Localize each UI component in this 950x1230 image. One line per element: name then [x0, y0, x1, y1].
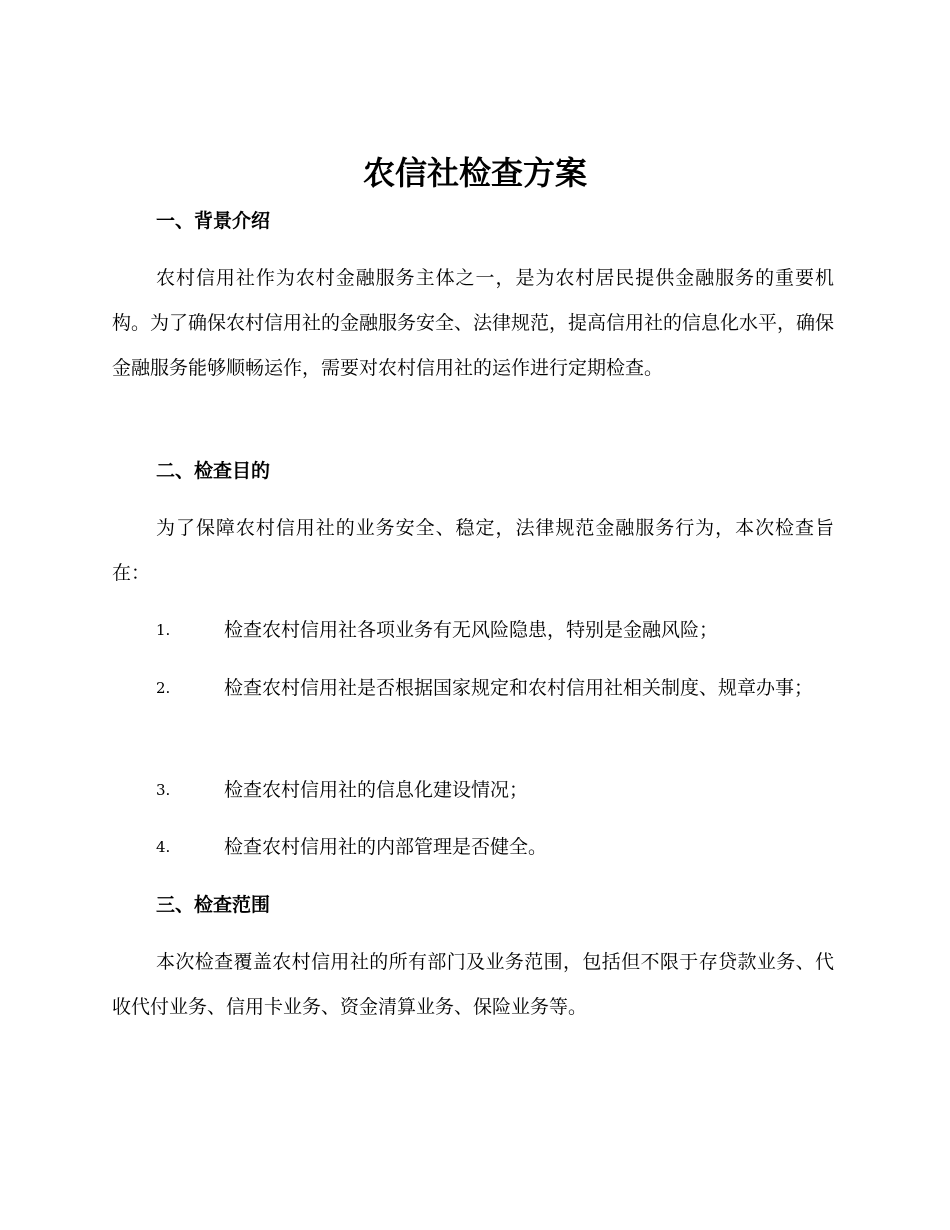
list-item — [112, 666, 834, 711]
section-heading-background: 一、背景介绍 — [156, 210, 271, 232]
list-item-number: 1. — [156, 621, 171, 639]
list-item — [112, 608, 834, 653]
section-heading-purpose: 二、检查目的 — [156, 460, 271, 482]
list-item-text: 检查农村信用社的信息化建设情况； — [224, 779, 529, 801]
list-item-number: 3. — [156, 781, 171, 799]
list-item-number: 2. — [156, 679, 171, 697]
list-item-text: 检查农村信用社是否根据国家规定和农村信用社相关制度、规章办事； — [224, 677, 814, 699]
list-item — [112, 825, 834, 870]
section-paragraph-scope: 本次检查覆盖农村信用社的所有部门及业务范围，包括但不限于存贷款业务、代收代付业务、信用卡业务、资金清算业务、保险业务等。 — [112, 951, 834, 1018]
document-title: 农信社检查方案 — [362, 154, 587, 192]
section-heading-scope: 三、检查范围 — [156, 894, 271, 916]
list-item-text: 检查农村信用社各项业务有无风险隐患，特别是金融风险； — [224, 619, 719, 641]
list-item-text: 检查农村信用社的内部管理是否健全。 — [224, 836, 548, 858]
list-item — [112, 768, 834, 813]
list-item-number: 4. — [156, 838, 171, 856]
section-paragraph-background: 农村信用社作为农村金融服务主体之一，是为农村居民提供金融服务的重要机构。为了确保农村信用社的金融服务安全、法律规范，提高信用社的信息化水平，确保金融服务能够顺畅运作，需要对农村信用社的运作进行定期检查。 — [112, 267, 835, 379]
section-paragraph-purpose: 为了保障农村信用社的业务安全、稳定，法律规范金融服务行为，本次检查旨在： — [112, 517, 834, 584]
